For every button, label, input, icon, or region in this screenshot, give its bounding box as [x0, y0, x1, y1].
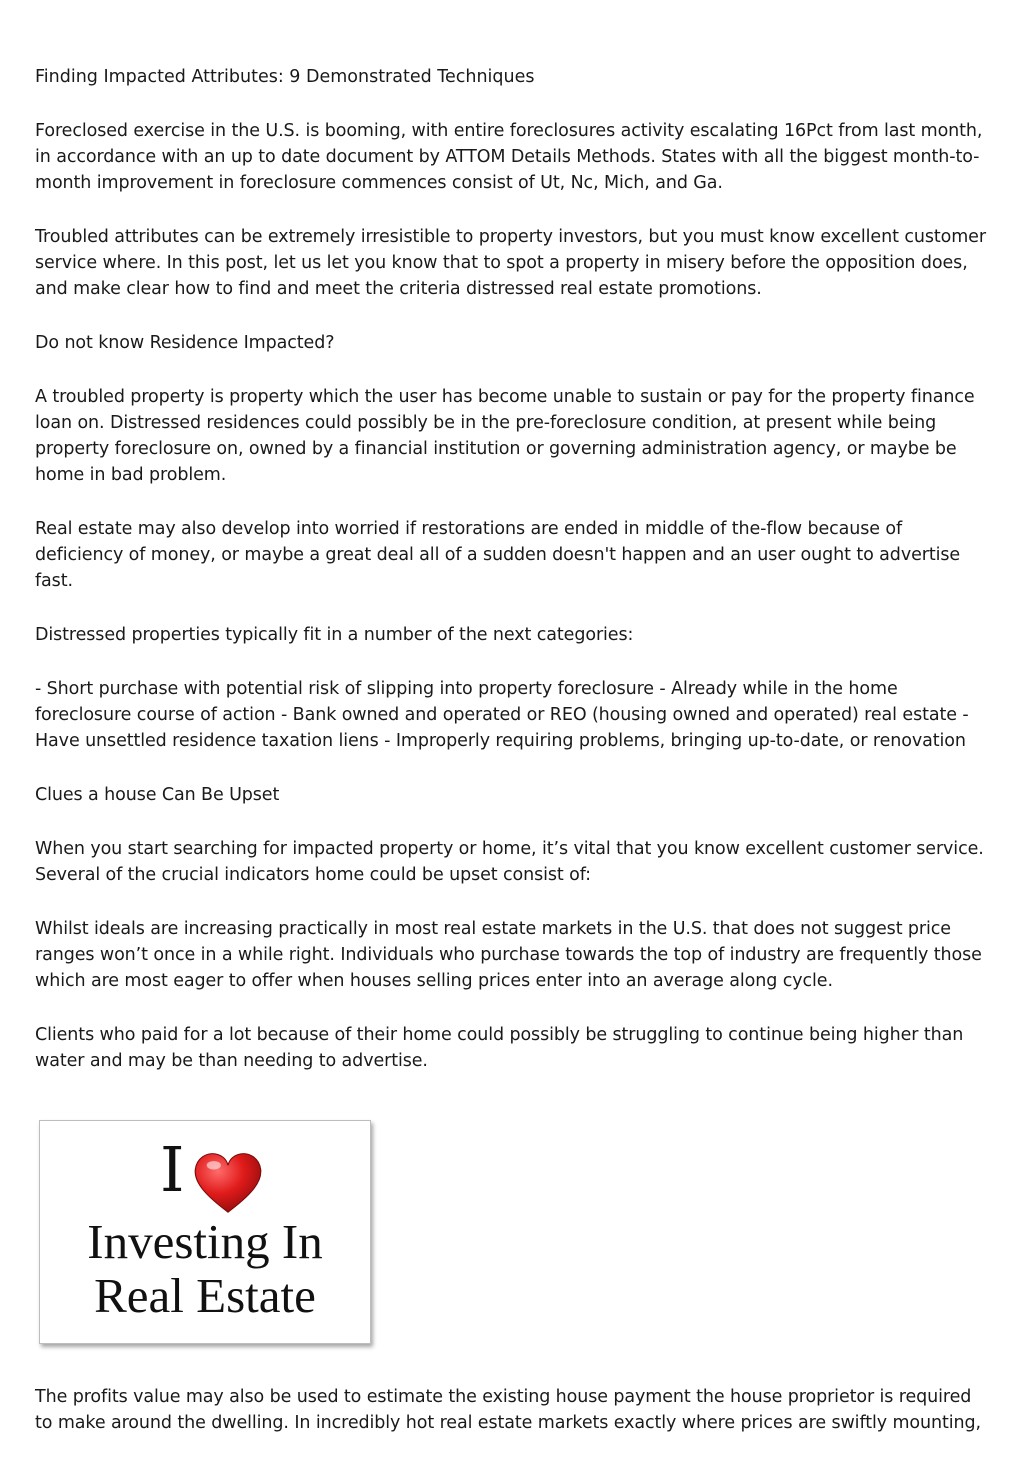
image-line-real-estate: Real Estate: [94, 1268, 316, 1323]
investing-real-estate-image: [39, 1120, 371, 1344]
section-heading-clues: Clues a house Can Be Upset: [35, 785, 280, 805]
section-heading-residence-impacted: Do not know Residence Impacted?: [35, 333, 335, 353]
paragraph-1: Foreclosed exercise in the U.S. is booming, with entire foreclosures activity escalating 16Pct from last month, in accordance with an up to date document by ATTOM Details Methods. States with all the biggest month-to-month improvement in foreclosure commences consist of Ut, Nc, Mich, and Ga.: [35, 121, 983, 193]
paragraph-4: A troubled property is property which the user has become unable to sustain or pay for the property finance loan on. Distressed residences could possibly be in the pre-foreclosure condition, at present while being property foreclosure on, owned by a financial institution or governing administration agency, or maybe be home in bad problem.: [35, 387, 975, 485]
paragraph-10: Whilst ideals are increasing practically in most real estate markets in the U.S. that does not suggest price ranges won’t once in a while right. Individuals who purchase towards the top of industry are frequently those which are most eager to offer when houses selling prices enter into an average along cycle.: [35, 919, 982, 991]
image-line-investing: Investing In: [87, 1214, 323, 1269]
article: [35, 64, 990, 1464]
category-list: - Short purchase with potential risk of slipping into property foreclosure - Already while in the home foreclosure course of action - Bank owned and operated or REO (housing owned and operated) real estate - Have unsettled residence taxation liens - Improperly requiring problems, bringing up-to-date, or renovation: [35, 679, 969, 751]
paragraph-6: Distressed properties typically fit in a number of the next categories:: [35, 625, 634, 645]
image-letter-i: I: [160, 1133, 185, 1206]
heart-icon: [190, 1151, 266, 1215]
paragraph-5: Real estate may also develop into worried if restorations are ended in middle of the-flow because of deficiency of money, or maybe a great deal all of a sudden doesn't happen and an user ought to advertise fast.: [35, 519, 961, 591]
paragraph-9: When you start searching for impacted property or home, it’s vital that you know excellent customer service. Several of the crucial indicators home could be upset consist of:: [35, 839, 984, 885]
article-title: Finding Impacted Attributes: 9 Demonstrated Techniques: [35, 67, 535, 87]
paragraph-2: Troubled attributes can be extremely irresistible to property investors, but you must know excellent customer service where. In this post, let us let you know that to spot a property in misery before the opposition does, and make clear how to find and meet the criteria distressed real estate promotions.: [35, 227, 986, 299]
paragraph-11: Clients who paid for a lot because of their home could possibly be struggling to continue being higher than water and may be than needing to advertise.: [35, 1025, 964, 1071]
paragraph-12: The profits value may also be used to estimate the existing house payment the house proprietor is required to make around the dwelling. In incredibly hot real estate markets exactly where prices are swiftly mounting,: [35, 1387, 981, 1433]
